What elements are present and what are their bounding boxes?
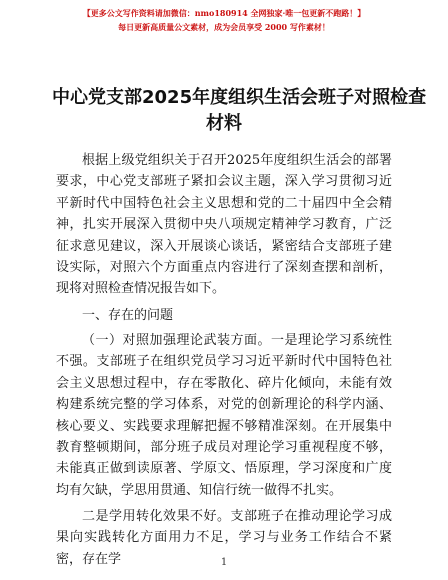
- document-title-line-1: 中心党支部2025年度组织生活会班子对照检查: [52, 87, 427, 108]
- body-paragraph-2: 二是学用转化效果不好。支部班子在推动理论学习成果向实践转化方面用力不足，学习与业务工作结合不紧密，存在学: [56, 509, 392, 567]
- intro-paragraph: 根据上级党组织关于召开2025年度组织生活会的部署要求，中心党支部班子紧扣会议主题，深入学习贯彻习近平新时代中国特色社会主义思想和党的二十届四中全会精神，扎实开展深入贯彻中央八项规定精神学习教育，广泛征求意见建议，深入开展谈心谈话，紧密结合支部班子建设实际，对照六个方面重点内容进行了深刻查摆和剖析，现将对照检查情况报告如下。: [56, 153, 392, 297]
- section-heading: 一、存在的问题: [82, 308, 174, 323]
- body-paragraph-1: （一）对照加强理论武装方面。一是理论学习系统性不强。支部班子在组织党员学习习近平新时代中国特色社会主义思想过程中，存在零散化、碎片化倾向，未能有效构建系统完整的学习体系，对党的创新理论的科学内涵、核心要义、实践要求理解把握不够精准深刻。在开展集中教育整顿期间，部分班子成员对理论学习重视程度不够，未能真正做到读原著、学原文、悟原理，学习深度和广度均有欠缺，学思用贯通、知信行统一做得不扎实。: [56, 333, 392, 498]
- promo-banner-line-1: 【更多公文写作资料请加微信：nmo180914 全网独家·唯一包更新不跑路！】: [82, 8, 366, 18]
- page-number: 1: [220, 557, 228, 568]
- document-title-line-2: 材料: [206, 113, 242, 134]
- promo-banner-line-2: 每日更新高质量公文素材，成为会员享受 2000 写作素材！: [118, 22, 330, 32]
